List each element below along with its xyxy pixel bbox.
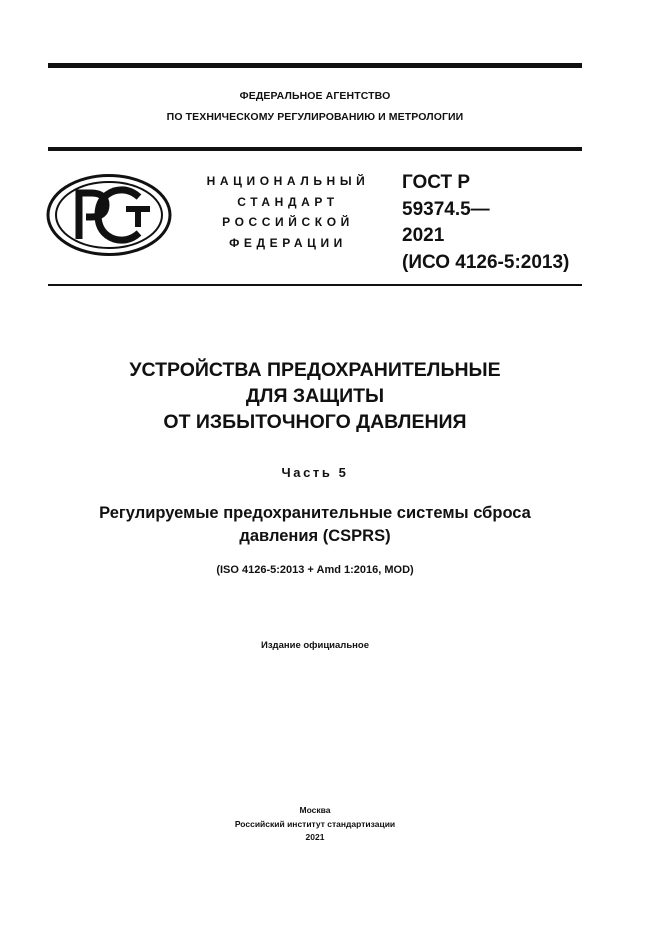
title-line-1: УСТРОЙСТВА ПРЕДОХРАНИТЕЛЬНЫЕ [129, 359, 501, 381]
national-standard-line-4: ФЕДЕРАЦИИ [229, 235, 347, 250]
designation-line-1: ГОСТ Р [402, 172, 471, 193]
national-standard-line-1: НАЦИОНАЛЬНЫЙ [206, 174, 370, 188]
middle-rule [48, 147, 582, 151]
imprint-publisher: Российский институт стандартизации [234, 818, 396, 829]
national-standard-line-2: СТАНДАРТ [237, 194, 339, 209]
designation-line-4: (ИСО 4126-5:2013) [402, 251, 570, 273]
agency-name-line-2: ПО ТЕХНИЧЕСКОМУ РЕГУЛИРОВАНИЮ И МЕТРОЛОГИИ [166, 111, 464, 123]
document-title [48, 357, 582, 435]
imprint-city: Москва [299, 805, 331, 815]
part-title-line-1: Регулируемые предохранительные системы сброса [99, 504, 531, 522]
gost-r-certification-mark-icon [46, 173, 172, 257]
agency-name-line-1: ФЕДЕРАЛЬНОЕ АГЕНТСТВО [239, 90, 391, 102]
iso-reference: (ISO 4126-5:2013 + Amd 1:2016, MOD) [216, 564, 414, 576]
imprint [48, 804, 582, 845]
national-standard-line-3: РОССИЙСКОЙ [222, 215, 354, 229]
title-line-3: ОТ ИЗБЫТОЧНОГО ДАВЛЕНИЯ [163, 411, 467, 433]
part-title [48, 502, 582, 548]
part-number: Часть 5 [281, 465, 349, 480]
national-standard-label [180, 171, 396, 253]
standard-designation [402, 170, 569, 276]
top-rule [48, 63, 582, 68]
designation-line-3: 2021 [402, 225, 445, 246]
part-title-line-2: давления (CSPRS) [239, 527, 391, 545]
designation-line-2: 59374.5— [402, 198, 490, 220]
imprint-year: 2021 [305, 832, 325, 842]
edition-label: Издание официальное [261, 640, 369, 651]
title-line-2: ДЛЯ ЗАЩИТЫ [245, 385, 385, 407]
header-bottom-rule [48, 284, 582, 286]
